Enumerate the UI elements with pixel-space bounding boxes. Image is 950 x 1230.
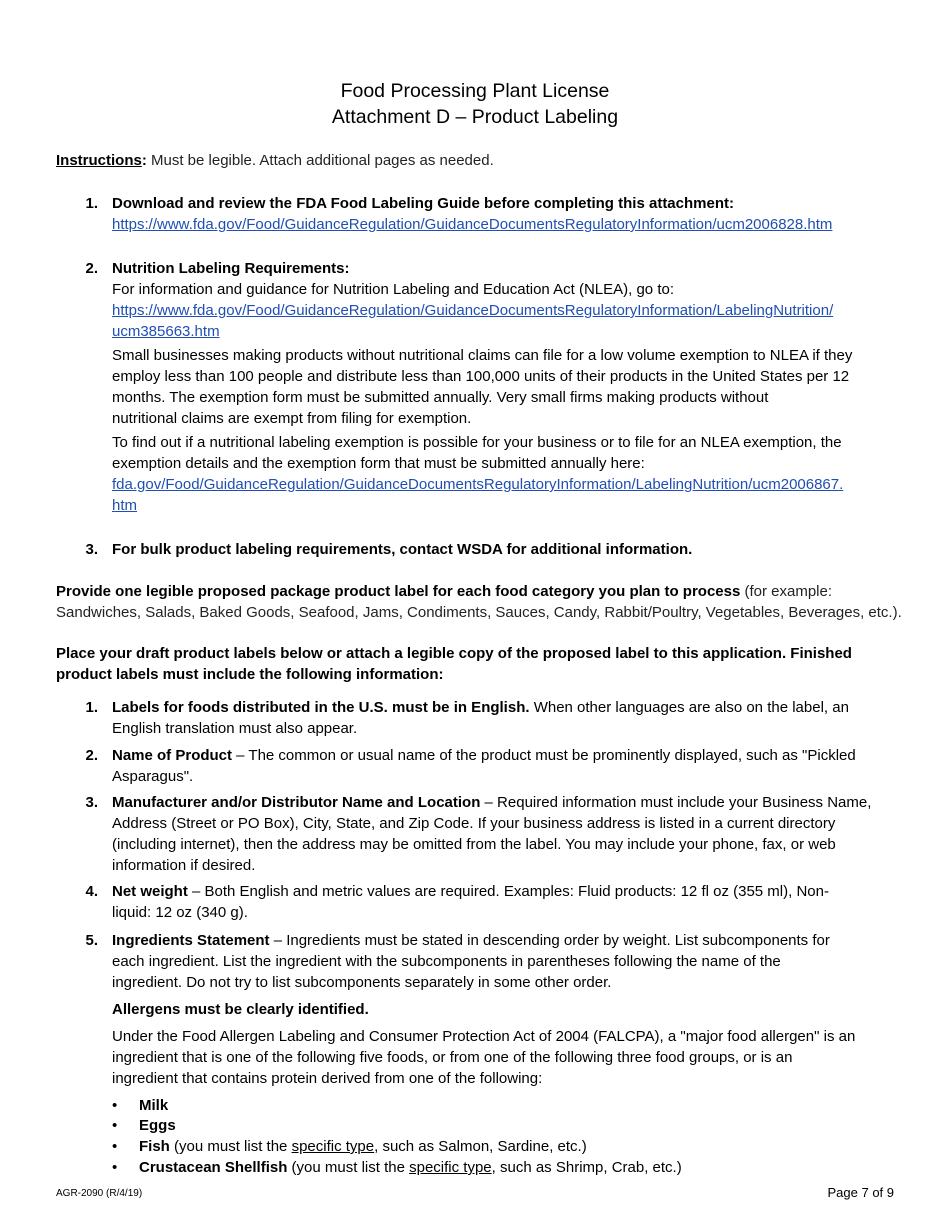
page-title: Food Processing Plant License [340, 80, 610, 102]
instructions-colon: : [141, 152, 147, 169]
provide-rest: (for example: [740, 583, 833, 600]
fda-guide-link[interactable]: https://www.fda.gov/Food/GuidanceRegulation/GuidanceDocumentsRegulatoryInformation/ucm2006828.htm [112, 216, 833, 233]
bulk-labeling-heading: For bulk product labeling requirements, contact WSDA for additional information. [112, 541, 693, 558]
req-manufacturer-line3: (including internet), then the address may be omitted from the label. You may include your phone, fax, or web [112, 836, 836, 853]
form-id: AGR-2090 (R/4/19) [56, 1188, 143, 1199]
instructions-text: Must be legible. Attach additional pages as needed. [146, 152, 494, 169]
req-netweight-line1 [112, 881, 829, 902]
nlea-link-line2[interactable]: ucm385663.htm [112, 323, 220, 340]
allergen-milk: Milk [139, 1097, 169, 1114]
req-english-line2: English translation must also appear. [112, 720, 358, 737]
req-english-text: When other languages are also on the label, an [529, 699, 849, 716]
req-manufacturer-line4: information if desired. [112, 857, 256, 874]
allergens-text-line3: ingredient that contains protein derived from one of the following: [112, 1070, 543, 1087]
provide-line1 [56, 581, 832, 602]
allergen-shellfish: Crustacean Shellfish [139, 1159, 288, 1176]
allergen-eggs: Eggs [139, 1117, 176, 1134]
list-item [112, 1115, 176, 1136]
page-number: Page 7 of 9 [827, 1185, 894, 1200]
bullet-mark: • [112, 1117, 118, 1134]
list-number: 3. [85, 794, 98, 811]
list-number: 2. [85, 260, 98, 277]
page-subtitle: Attachment D – Product Labeling [331, 106, 619, 128]
req-ingredients-line1 [112, 930, 830, 951]
exemption-link-line2[interactable]: htm [112, 497, 138, 514]
allergen-fish-post: , such as Salmon, Sardine, etc.) [374, 1138, 587, 1155]
provide-bold: Provide one legible proposed package product label for each food category you plan to process [56, 583, 741, 600]
list-number: 1. [85, 195, 98, 212]
req-netweight-bold: Net weight [112, 883, 188, 900]
list-item [112, 1136, 812, 1157]
place-line1: Place your draft product labels below or attach a legible copy of the proposed label to this application. Finished [56, 645, 852, 662]
req-name-bold: Name of Product [112, 747, 233, 764]
allergens-text-line1: Under the Food Allergen Labeling and Consumer Protection Act of 2004 (FALCPA), a "major food allergen" is an [112, 1028, 856, 1045]
req-manufacturer-line2: Address (Street or PO Box), City, State, and Zip Code. If your business address is listed in a current directory [112, 815, 836, 832]
allergen-shellfish-pre: (you must list the [287, 1159, 410, 1176]
req-name-line2: Asparagus". [112, 768, 194, 785]
list-number: 5. [85, 932, 98, 949]
list-number: 3. [85, 541, 98, 558]
req-name-text: – The common or usual name of the product must be prominently displayed, such as "Pickled [232, 747, 856, 764]
instructions-label: Instructions [56, 152, 142, 169]
list-item [112, 1095, 169, 1116]
nutrition-heading: Nutrition Labeling Requirements: [112, 260, 350, 277]
req-netweight-text: – Both English and metric values are required. Examples: Fluid products: 12 fl oz (355 ml), Non- [187, 883, 829, 900]
list-item [112, 1157, 812, 1178]
req-manufacturer-text: – Required information must include your Business Name, [480, 794, 872, 811]
nutrition-text: For information and guidance for Nutrition Labeling and Education Act (NLEA), go to: [112, 281, 674, 298]
allergen-fish-underline: specific type [291, 1138, 375, 1155]
allergen-shellfish-post: , such as Shrimp, Crab, etc.) [491, 1159, 682, 1176]
exemption-para-line: nutritional claims are exempt from filing for exemption. [112, 410, 472, 427]
allergens-text-line2: ingredient that is one of the following five foods, or from one of the following three food groups, or is an [112, 1049, 793, 1066]
req-ingredients-line3: ingredient. Do not try to list subcomponents separately in some other order. [112, 974, 612, 991]
allergen-fish: Fish [139, 1138, 170, 1155]
exemption-para-line: Small businesses making products without nutritional claims can file for a low volume exemption to NLEA if they [112, 347, 853, 364]
exemption-link-line1[interactable]: fda.gov/Food/GuidanceRegulation/GuidanceDocumentsRegulatoryInformation/LabelingNutrition/ucm2006867. [112, 476, 844, 493]
provide-line2: Sandwiches, Salads, Baked Goods, Seafood, Jams, Condiments, Sauces, Candy, Rabbit/Poultry, Vegetables, Beverages, etc.). [56, 604, 902, 621]
list-number: 4. [85, 883, 98, 900]
place-line2: product labels must include the following information: [56, 666, 444, 683]
req-english-line1 [112, 697, 849, 718]
req-manufacturer-line1 [112, 792, 871, 813]
bullet-mark: • [112, 1097, 118, 1114]
req-ingredients-bold: Ingredients Statement [112, 932, 270, 949]
exemption-para-line: employ less than 100 people and distribute less than 100,000 units of their products in the United States per 12 [112, 368, 850, 385]
bullet-mark: • [112, 1138, 118, 1155]
req-ingredients-line2: each ingredient. List the ingredient with the subcomponents in parentheses following the name of the [112, 953, 781, 970]
list-number: 1. [85, 699, 98, 716]
exemption-details-line: exemption details and the exemption form that must be submitted annually here: [112, 455, 645, 472]
req-netweight-line2: liquid: 12 oz (340 g). [112, 904, 248, 921]
req-manufacturer-bold: Manufacturer and/or Distributor Name and Location [112, 794, 481, 811]
allergen-shellfish-underline: specific type [409, 1159, 492, 1176]
fda-guide-heading: Download and review the FDA Food Labeling Guide before completing this attachment: [112, 195, 734, 212]
bullet-mark: • [112, 1159, 118, 1176]
exemption-para-line: months. The exemption form must be submitted annually. Very small firms making products without [112, 389, 769, 406]
allergens-heading: Allergens must be clearly identified. [112, 1001, 369, 1018]
req-english-bold: Labels for foods distributed in the U.S. must be in English. [112, 699, 530, 716]
list-number: 2. [85, 747, 98, 764]
req-name-line1 [112, 745, 856, 766]
req-ingredients-text: – Ingredients must be stated in descending order by weight. List subcomponents for [269, 932, 830, 949]
allergen-fish-pre: (you must list the [169, 1138, 292, 1155]
exemption-details-line: To find out if a nutritional labeling exemption is possible for your business or to file for an NLEA exemption, the [112, 434, 842, 451]
nlea-link-line1[interactable]: https://www.fda.gov/Food/GuidanceRegulation/GuidanceDocumentsRegulatoryInformation/LabelingNutrition/ [112, 302, 834, 319]
instructions [56, 150, 494, 171]
